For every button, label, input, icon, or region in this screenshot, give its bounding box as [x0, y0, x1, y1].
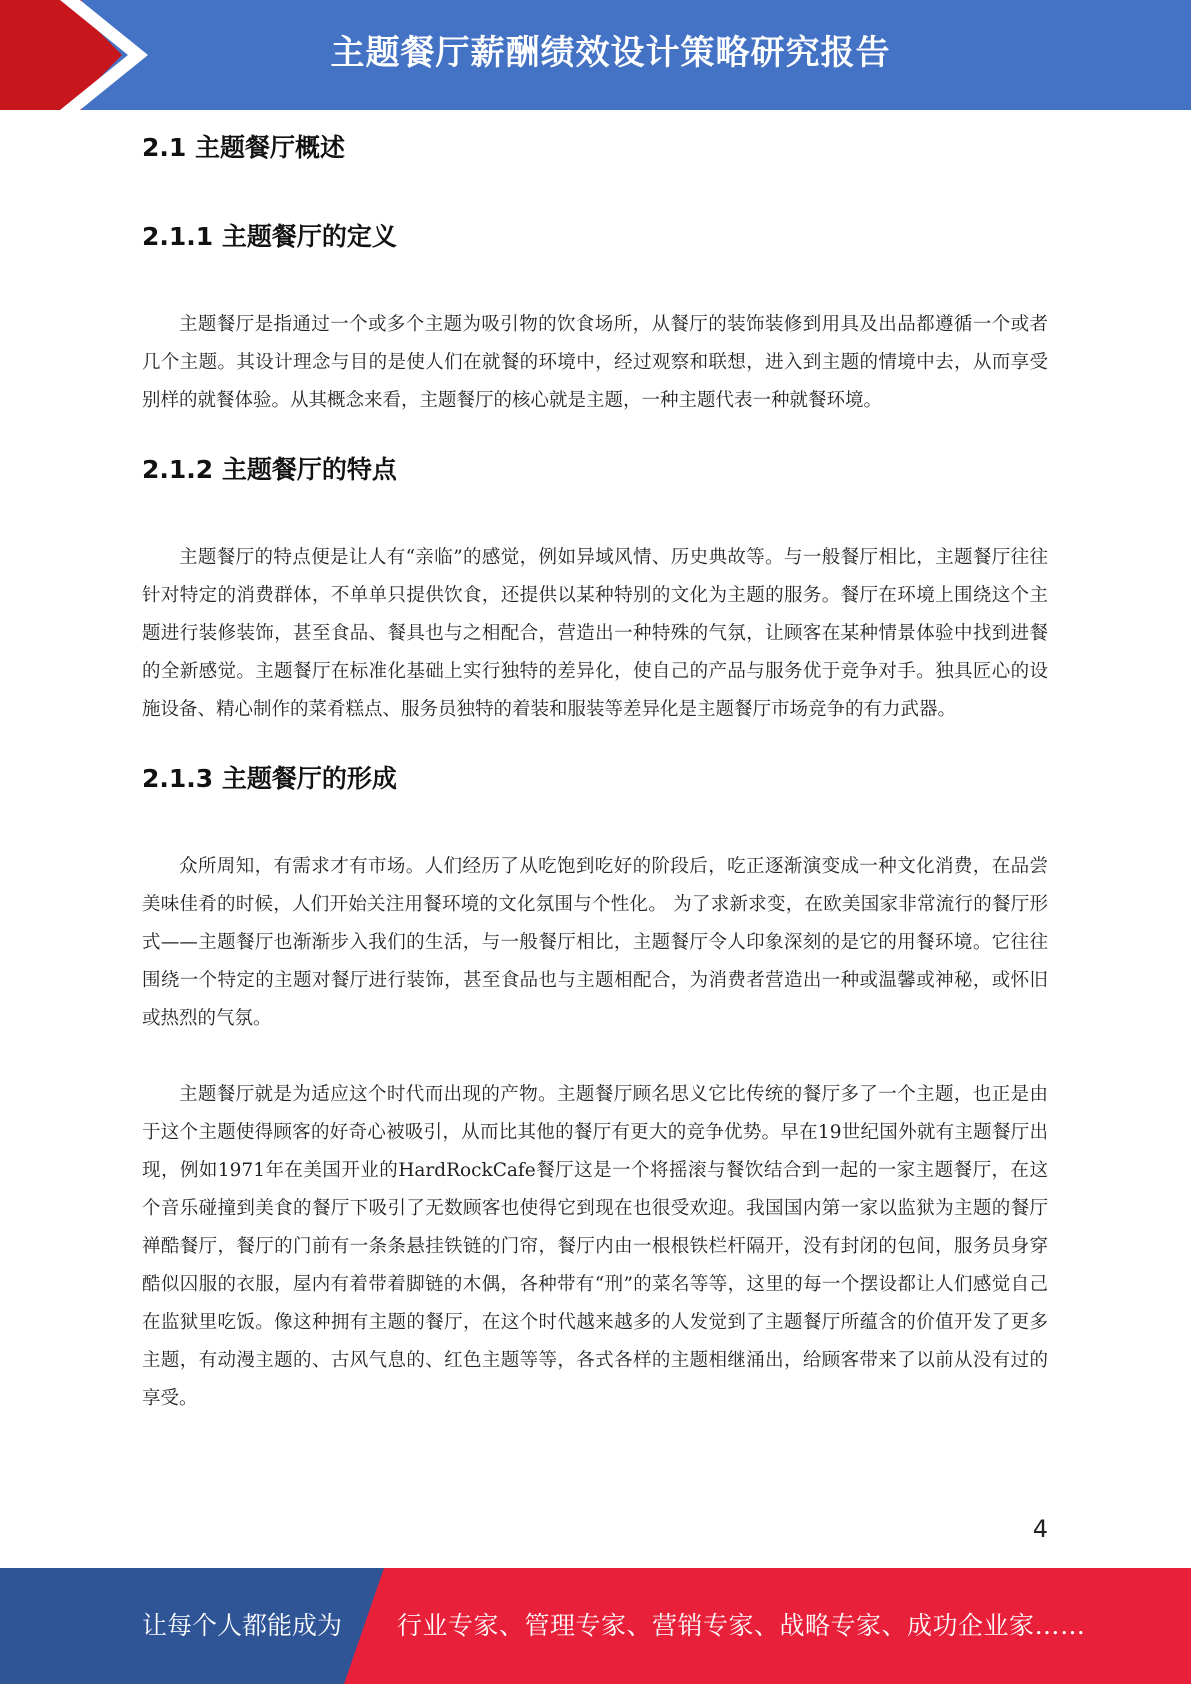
section-heading: 2.1 主题餐厅概述 [142, 133, 345, 162]
subsection-heading-features: 2.1.2 主题餐厅的特点 [142, 455, 397, 484]
subsection-heading-formation: 2.1.3 主题餐厅的形成 [142, 764, 397, 793]
header-banner [0, 0, 1191, 110]
page-number: 4 [1032, 1515, 1048, 1543]
document-body [142, 128, 1048, 1418]
paragraph-formation-1: 众所周知，有需求才有市场。人们经历了从吃饱到吃好的阶段后，吃正逐渐演变成一种文化消费，在品尝美味佳肴的时候，人们开始关注用餐环境的文化氛围与个性化。 为了求新求变，在欧美国家非常流行的餐厅形式——主题餐厅也渐渐步入我们的生活，与一般餐厅相比，主题餐厅令人印象深刻的是它的用餐环境。它往往围绕一个特定的主题对餐厅进行装饰，甚至食品也与主题相配合，为消费者营造出一种或温馨或神秘，或怀旧或热烈的气氛。 [142, 856, 1048, 1029]
header-arrow-icon [0, 0, 150, 110]
subsection-heading-definition: 2.1.1 主题餐厅的定义 [142, 222, 397, 251]
paragraph-features: 主题餐厅的特点便是让人有“亲临”的感觉，例如异域风情、历史典故等。与一般餐厅相比，主题餐厅往往针对特定的消费群体，不单单只提供饮食，还提供以某种特别的文化为主题的服务。餐厅在环境上围绕这个主题进行装修装饰，甚至食品、餐具也与之相配合，营造出一种特殊的气氛，让顾客在某种情景体验中找到进餐的全新感觉。主题餐厅在标准化基础上实行独特的差异化，使自己的产品与服务优于竞争对手。独具匠心的设施设备、精心制作的菜肴糕点、服务员独特的着装和服装等差异化是主题餐厅市场竞争的有力武器。 [142, 547, 1048, 720]
report-title: 主题餐厅薪酬绩效设计策略研究报告 [330, 33, 891, 73]
footer-slogan-left: 让每个人都能成为 [142, 1611, 343, 1640]
footer-banner [0, 1568, 1191, 1684]
paragraph-formation-2: 主题餐厅就是为适应这个时代而出现的产物。主题餐厅顾名思义它比传统的餐厅多了一个主题，也正是由于这个主题使得顾客的好奇心被吸引，从而比其他的餐厅有更大的竞争优势。早在19世纪国外就有主题餐厅出现，例如1971年在美国开业的HardRockCafe餐厅这是一个将摇滚与餐饮结合到一起的一家主题餐厅，在这个音乐碰撞到美食的餐厅下吸引了无数顾客也使得它到现在也很受欢迎。我国国内第一家以监狱为主题的餐厅禅酷餐厅，餐厅的门前有一条条悬挂铁链的门帘，餐厅内由一根根铁栏杆隔开，没有封闭的包间，服务员身穿酷似囚服的衣服，屋内有着带着脚链的木偶，各种带有“刑”的菜名等等，这里的每一个摆设都让人们感觉自己在监狱里吃饭。像这种拥有主题的餐厅，在这个时代越来越多的人发觉到了主题餐厅所蕴含的价值开发了更多主题，有动漫主题的、古风气息的、红色主题等等，各式各样的主题相继涌出，给顾客带来了以前从没有过的享受。 [142, 1084, 1048, 1409]
paragraph-definition: 主题餐厅是指通过一个或多个主题为吸引物的饮食场所，从餐厅的装饰装修到用具及出品都遵循一个或者几个主题。其设计理念与目的是使人们在就餐的环境中，经过观察和联想，进入到主题的情境中去，从而享受别样的就餐体验。从其概念来看，主题餐厅的核心就是主题，一种主题代表一种就餐环境。 [142, 314, 1048, 411]
footer-slogan-right: 行业专家、管理专家、营销专家、战略专家、成功企业家…… [397, 1611, 1086, 1640]
